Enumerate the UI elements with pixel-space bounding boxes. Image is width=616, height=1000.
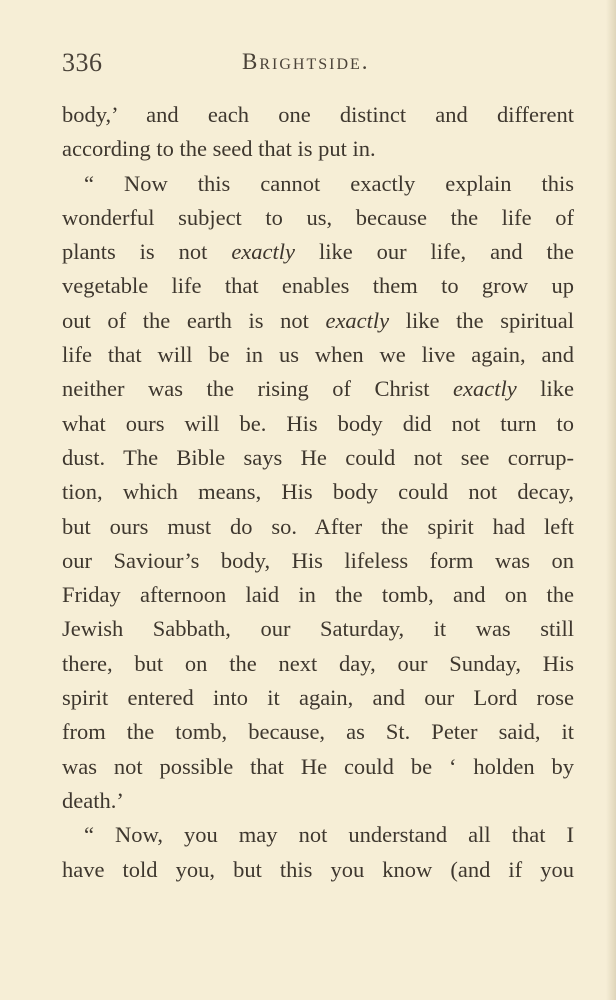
text-line: death.’ bbox=[62, 787, 124, 813]
text-line: according to the seed that is put in. bbox=[62, 136, 376, 162]
text-line bbox=[62, 304, 574, 338]
italic-emphasis: exactly bbox=[231, 239, 296, 265]
text-line: from the tomb, because, as St. Peter said, it bbox=[62, 719, 574, 745]
text-line bbox=[62, 235, 574, 269]
text-segment: like our life, and the bbox=[295, 239, 574, 265]
text-segment: neither was the rising of Christ bbox=[62, 376, 454, 402]
text-line: tion, which means, His body could not decay, bbox=[62, 479, 574, 505]
text-line: “ Now this cannot exactly explain this bbox=[84, 170, 574, 196]
text-line: wonderful subject to us, because the life of bbox=[62, 204, 574, 230]
text-line bbox=[62, 372, 574, 406]
text-line: our Saviour’s body, His lifeless form was on bbox=[62, 547, 574, 573]
body-text bbox=[62, 98, 574, 887]
page-header bbox=[62, 48, 574, 84]
text-line: there, but on the next day, our Sunday, His bbox=[62, 650, 574, 676]
text-line: Friday afternoon laid in the tomb, and on the bbox=[62, 582, 574, 608]
text-line: life that will be in us when we live again, and bbox=[62, 342, 574, 368]
page-number: 336 bbox=[62, 48, 103, 77]
text-line: dust. The Bible says He could not see corrup- bbox=[62, 444, 574, 470]
text-line: Jewish Sabbath, our Saturday, it was still bbox=[62, 616, 574, 642]
text-line: but ours must do so. After the spirit had left bbox=[62, 513, 574, 539]
page-edge-shadow bbox=[606, 0, 616, 1000]
text-line: what ours will be. His body did not turn to bbox=[62, 410, 574, 436]
text-segment: plants is not bbox=[62, 239, 232, 265]
text-segment: like the spiritual bbox=[389, 307, 574, 333]
text-line: “ Now, you may not understand all that I bbox=[84, 822, 574, 848]
running-title: Brightside. bbox=[242, 49, 370, 74]
text-line: vegetable life that enables them to grow up bbox=[62, 273, 574, 299]
text-segment: out of the earth is not bbox=[62, 307, 326, 333]
text-line: body,’ and each one distinct and different bbox=[62, 102, 574, 127]
text-segment: like bbox=[516, 376, 574, 402]
italic-emphasis: exactly bbox=[325, 307, 390, 333]
italic-emphasis: exactly bbox=[453, 376, 517, 402]
text-line: was not possible that He could be ‘ holden by bbox=[62, 753, 574, 779]
text-line: spirit entered into it again, and our Lord rose bbox=[62, 685, 574, 711]
text-line: have told you, but this you know (and if you bbox=[62, 856, 574, 882]
